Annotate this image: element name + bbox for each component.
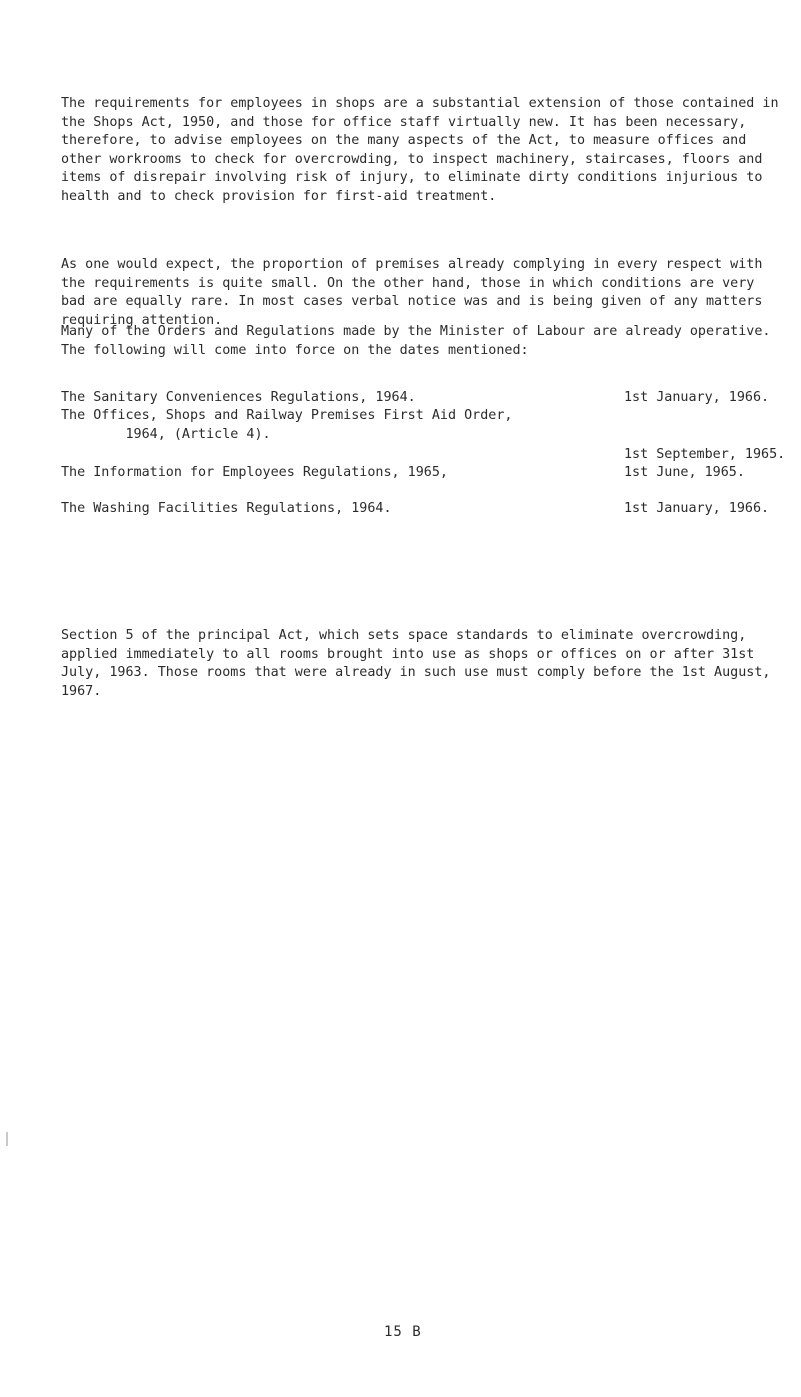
paragraph-requirements: The requirements for employees in shops are a substantial extension of those contained in the Shops Act, 1950, and those for office staff virtually new. It has been necessary, therefore, to advise employees on the many aspects of the Act, to measure offices and other workrooms to check for overcrowding, to inspect machinery, staircases, floors and items of disrepair involving risk of injury, to eliminate dirty conditions injurious to health and to check provision for first-aid treatment. <box>61 96 787 204</box>
regulation-date: 1st January, 1966. <box>624 501 770 516</box>
regulation-name: The Offices, Shops and Railway Premises First Aid Order, 1964, (Article 4). <box>61 408 513 442</box>
regulation-name: The Washing Facilities Regulations, 1964. <box>61 501 392 516</box>
regulation-date: 1st September, 1965. <box>624 447 786 462</box>
page-number: 15 B <box>384 1324 422 1340</box>
paragraph-orders-intro: Many of the Orders and Regulations made by the Minister of Labour are already operative. The following will come into force on the dates mentioned: <box>61 324 779 358</box>
paragraph-section-5: Section 5 of the principal Act, which sets space standards to eliminate overcrowding, applied immediately to all rooms brought into use as shops or offices on or after 31st July, 1963. Those rooms that were already in such use must comply before the 1st August, 1967. <box>61 628 779 699</box>
paragraph-compliance: As one would expect, the proportion of premises already complying in every respect with the requirements is quite small. On the other hand, those in which conditions are very bad are equally rare. In most cases verbal notice was and is being given of any matters requiring attention. <box>61 257 771 328</box>
scan-speck <box>6 1132 8 1146</box>
regulation-name: The Information for Employees Regulations, 1965, <box>61 465 448 480</box>
regulation-date: 1st January, 1966. <box>624 390 770 405</box>
regulation-date: 1st June, 1965. <box>624 465 745 480</box>
regulation-name: The Sanitary Conveniences Regulations, 1964. <box>61 390 416 405</box>
